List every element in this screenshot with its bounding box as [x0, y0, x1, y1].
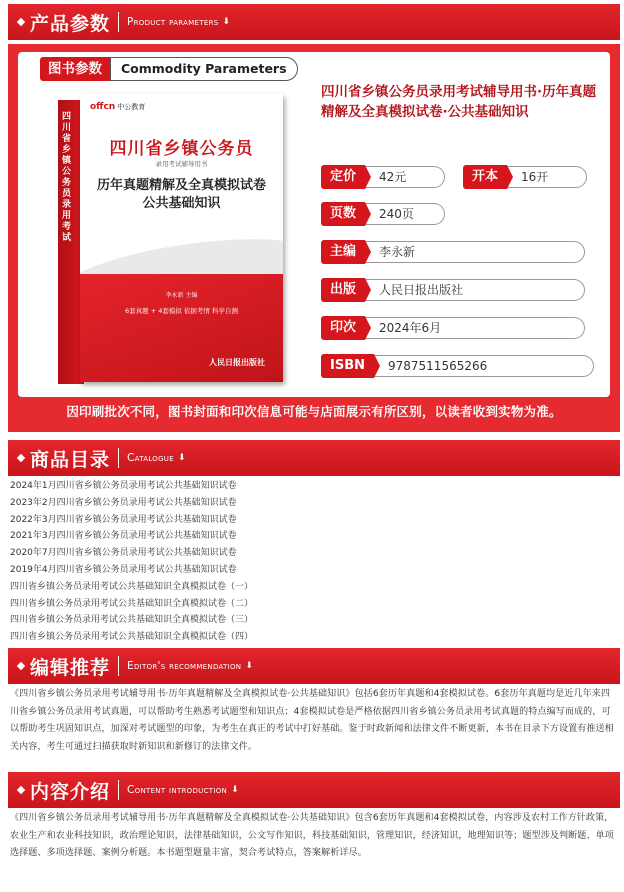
field-value: 人民日报出版社	[365, 279, 585, 301]
section-title-zh: 商品目录	[30, 448, 111, 471]
list-item: 2024年1月四川省乡镇公务员录用考试公共基础知识试卷	[10, 481, 237, 491]
publisher-logo	[90, 102, 145, 112]
divider	[118, 12, 119, 32]
params-tag-en: Commodity Parameters	[110, 57, 298, 81]
list-item: 四川省乡镇公务员录用考试公共基础知识全真模拟试卷（一）	[10, 581, 254, 592]
field-editor	[321, 240, 585, 264]
content-introduction-text: 《四川省乡镇公务员录用考试辅导用书·历年真题精解及全真模拟试卷·公共基础知识》包含6套历年真题和4套模拟试卷，内容涉及农村工作方针政策，农业生产和农业科技知识，政治理论知识，法律基础知识，公文写作知识，科技基础知识，管理知识，经济知识，地理知识等；题型涉及判断题、单项选择题、多项选择题、案例分析题。本书题型题量丰富，契合考试特点，答案解析详尽。	[10, 813, 614, 858]
book-front-cover	[80, 94, 283, 382]
section-header-content	[8, 772, 620, 808]
section-title-en: Catalogue	[127, 452, 174, 464]
section-header-editor	[8, 648, 620, 684]
notice-text: 因印刷批次不同，图书封面和印次信息可能与店面展示有所区别，以读者收到实物为准。	[66, 404, 562, 419]
logo-text: offcn	[90, 102, 116, 112]
field-value: 李永新	[365, 241, 585, 263]
divider	[118, 448, 119, 468]
cover-title: 四川省乡镇公务员	[109, 139, 254, 159]
field-label: 主编	[321, 240, 365, 264]
list-item: 四川省乡镇公务员录用考试公共基础知识全真模拟试卷（三）	[10, 615, 254, 626]
list-item: 2022年3月四川省乡镇公务员录用考试公共基础知识试卷	[10, 514, 237, 525]
section-title-en: Editor's recommendation	[127, 660, 242, 672]
field-value: 42元	[365, 166, 445, 188]
section-title-zh: 产品参数	[30, 12, 111, 35]
diamond-icon	[17, 18, 25, 26]
cover-subtitle: 录用考试辅导用书	[155, 160, 208, 168]
section-title-en: Product parameters	[127, 16, 219, 28]
cover-line3: 公共基础知识	[142, 196, 221, 211]
params-tag-zh: 图书参数	[40, 57, 110, 81]
field-publisher	[321, 278, 585, 302]
field-value: 2024年6月	[365, 317, 585, 339]
field-value: 16开	[507, 166, 587, 188]
list-item: 四川省乡镇公务员录用考试公共基础知识全真模拟试卷（二）	[10, 598, 254, 609]
section-title-zh: 内容介绍	[30, 780, 111, 803]
field-isbn	[321, 354, 594, 378]
field-price	[321, 165, 445, 189]
list-item: 2020年7月四川省乡镇公务员录用考试公共基础知识试卷	[10, 548, 237, 559]
params-tag	[40, 57, 298, 81]
section-header-params	[8, 4, 620, 40]
product-title: 四川省乡镇公务员录用考试辅导用书·历年真题精解及全真模拟试卷·公共基础知识	[321, 84, 597, 120]
params-panel	[8, 44, 620, 432]
field-label: 定价	[321, 165, 365, 189]
field-printing	[321, 316, 585, 340]
field-label: ISBN	[321, 354, 374, 378]
field-pages	[321, 202, 445, 226]
divider	[118, 780, 119, 800]
section-header-catalog	[8, 440, 620, 476]
field-label: 出版	[321, 278, 365, 302]
cover-publisher: 人民日报出版社	[209, 358, 265, 367]
field-label: 开本	[463, 165, 507, 189]
spine-text: 四川省乡镇公务员录用考试	[62, 112, 72, 243]
diamond-icon	[17, 786, 25, 794]
catalog-list	[10, 478, 616, 646]
list-item: 2021年3月四川省乡镇公务员录用考试公共基础知识试卷	[10, 531, 237, 542]
divider	[118, 656, 119, 676]
arrow-down-icon: ⬇	[231, 785, 239, 795]
params-card	[18, 52, 610, 397]
diamond-icon	[17, 662, 25, 670]
editor-recommendation-text: 《四川省乡镇公务员录用考试辅导用书·历年真题精解及全真模拟试卷·公共基础知识》包括6套历年真题和4套模拟试卷。6套历年真题均是近几年来四川省乡镇公务员录用考试真题，可以帮助考生熟悉考试题型和知识点；4套模拟试卷是严格依据四川省乡镇公务员录用考试真题的特点编写而成的，可以帮助考生巩固知识点，加深对考试题型的印象，为考生在真正的考试中打好基础。鉴于时政新闻和法律文件不断更新，本书在目录下方设置有推送相关内容，考生可通过扫描获取时新知识和新修订的法律文件。	[10, 689, 614, 752]
cover-line2: 历年真题精解及全真模拟试卷	[96, 178, 266, 193]
section-title-en: Content introduction	[127, 784, 228, 796]
field-value: 9787511565266	[374, 355, 594, 377]
list-item: 2023年2月四川省乡镇公务员录用考试公共基础知识试卷	[10, 497, 237, 508]
cover-editor: 李永新 主编	[165, 292, 198, 299]
list-item: 2019年4月四川省乡镇公务员录用考试公共基础知识试卷	[10, 564, 237, 575]
book-cover-image	[58, 94, 283, 384]
field-label: 印次	[321, 316, 365, 340]
arrow-down-icon: ⬇	[245, 661, 253, 671]
cover-tags: 6套真题 + 4套模拟 依据考情 科学自测	[125, 307, 238, 315]
logo-sub: 中公教育	[117, 103, 146, 111]
list-item: 四川省乡镇公务员录用考试公共基础知识全真模拟试卷（四）	[10, 632, 254, 643]
field-label: 页数	[321, 202, 365, 226]
field-format	[463, 165, 587, 189]
field-value: 240页	[365, 203, 445, 225]
diamond-icon	[17, 454, 25, 462]
section-title-zh: 编辑推荐	[30, 656, 111, 679]
arrow-down-icon: ⬇	[222, 17, 231, 27]
arrow-down-icon: ⬇	[177, 453, 186, 463]
